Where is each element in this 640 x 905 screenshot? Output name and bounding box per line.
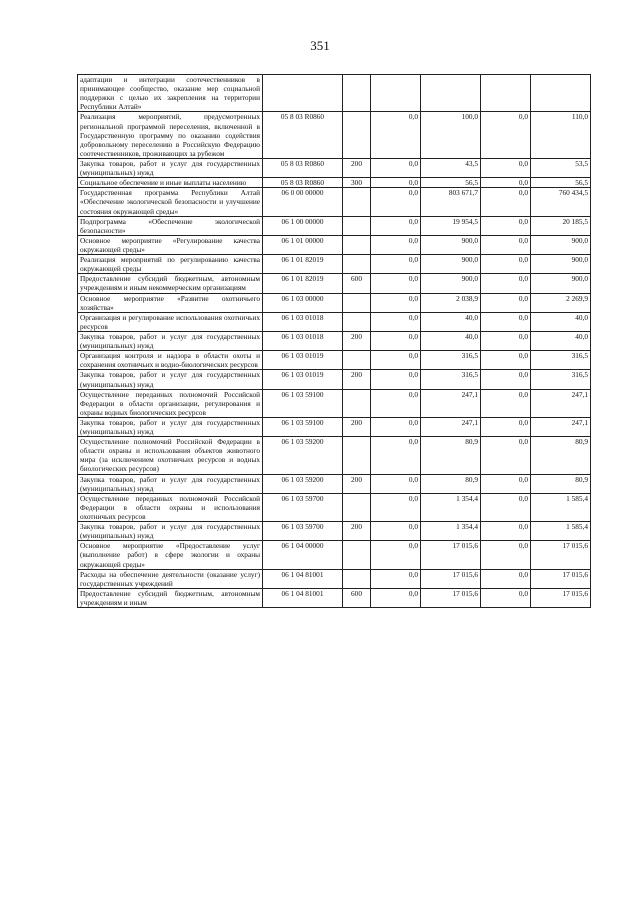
amount-cell-4: 53,5: [531, 158, 591, 177]
amount-cell-1: 0,0: [371, 437, 421, 474]
amount-cell-2: 17 015,6: [421, 588, 481, 607]
amount-cell-4: 17 015,6: [531, 541, 591, 569]
amount-cell-4: 40,0: [531, 312, 591, 331]
amount-cell-2: 316,5: [421, 370, 481, 389]
row-name-cell: Закупка товаров, работ и услуг для государственных (муниципальных) нужд: [78, 158, 263, 177]
amount-cell-2: 1 354,4: [421, 493, 481, 521]
amount-cell-1: 0,0: [371, 188, 421, 216]
expense-type-cell: [343, 188, 371, 216]
amount-cell-3: 0,0: [481, 112, 531, 159]
amount-cell-3: 0,0: [481, 437, 531, 474]
amount-cell-1: 0,0: [371, 522, 421, 541]
target-code-cell: 06 1 03 01019: [263, 351, 343, 370]
amount-cell-4: 760 434,5: [531, 188, 591, 216]
budget-table-body: [78, 75, 591, 608]
table-row: [78, 370, 591, 389]
amount-cell-2: [421, 75, 481, 112]
target-code-cell: 05 8 03 R0860: [263, 178, 343, 188]
row-name-cell: Реализация мероприятий по регулированию качества окружающей среды: [78, 255, 263, 274]
row-name-cell: Государственная программа Республики Алтай «Обеспечение экологической безопасности и улучшение состояния окружающей среды»: [78, 188, 263, 216]
table-row: [78, 75, 591, 112]
amount-cell-2: 19 954,5: [421, 216, 481, 235]
amount-cell-3: 0,0: [481, 158, 531, 177]
target-code-cell: 06 1 03 01018: [263, 331, 343, 350]
amount-cell-3: 0,0: [481, 351, 531, 370]
amount-cell-4: 80,9: [531, 437, 591, 474]
expense-type-cell: [343, 437, 371, 474]
row-name-cell: Осуществление полномочий Российской Федерации в области охраны и использования объектов животного мира (за исключением охотничьих ресурсов и водных биологических ресурсов): [78, 437, 263, 474]
target-code-cell: 06 1 03 59200: [263, 474, 343, 493]
amount-cell-2: 247,1: [421, 417, 481, 436]
amount-cell-3: 0,0: [481, 293, 531, 312]
amount-cell-1: 0,0: [371, 312, 421, 331]
amount-cell-4: 20 185,5: [531, 216, 591, 235]
amount-cell-3: 0,0: [481, 417, 531, 436]
expense-type-cell: 200: [343, 417, 371, 436]
amount-cell-1: 0,0: [371, 216, 421, 235]
expense-type-cell: 200: [343, 331, 371, 350]
amount-cell-3: [481, 75, 531, 112]
table-row: [78, 158, 591, 177]
row-name-cell: Организация и регулирование использования охотничьих ресурсов: [78, 312, 263, 331]
amount-cell-2: 56,5: [421, 178, 481, 188]
amount-cell-3: 0,0: [481, 312, 531, 331]
target-code-cell: 06 1 00 00000: [263, 216, 343, 235]
row-name-cell: Закупка товаров, работ и услуг для государственных (муниципальных) нужд: [78, 417, 263, 436]
target-code-cell: 05 8 03 R0860: [263, 158, 343, 177]
expense-type-cell: [343, 569, 371, 588]
amount-cell-2: 900,0: [421, 274, 481, 293]
amount-cell-4: 900,0: [531, 274, 591, 293]
amount-cell-4: 247,1: [531, 417, 591, 436]
amount-cell-1: 0,0: [371, 178, 421, 188]
expense-type-cell: [343, 112, 371, 159]
amount-cell-2: 1 354,4: [421, 522, 481, 541]
target-code-cell: 06 1 04 81001: [263, 588, 343, 607]
target-code-cell: 06 1 03 59700: [263, 522, 343, 541]
table-row: [78, 255, 591, 274]
target-code-cell: 06 1 03 59700: [263, 493, 343, 521]
amount-cell-2: 80,9: [421, 437, 481, 474]
amount-cell-1: 0,0: [371, 389, 421, 417]
amount-cell-3: 0,0: [481, 255, 531, 274]
target-code-cell: 06 1 03 59100: [263, 417, 343, 436]
amount-cell-1: [371, 75, 421, 112]
expense-type-cell: 300: [343, 178, 371, 188]
expense-type-cell: [343, 312, 371, 331]
amount-cell-3: 0,0: [481, 370, 531, 389]
amount-cell-1: 0,0: [371, 493, 421, 521]
expense-type-cell: 200: [343, 158, 371, 177]
amount-cell-4: 247,1: [531, 389, 591, 417]
amount-cell-4: 2 269,9: [531, 293, 591, 312]
row-name-cell: Социальное обеспечение и иные выплаты населению: [78, 178, 263, 188]
expense-type-cell: [343, 255, 371, 274]
amount-cell-3: 0,0: [481, 235, 531, 254]
amount-cell-1: 0,0: [371, 474, 421, 493]
amount-cell-2: 2 038,9: [421, 293, 481, 312]
table-row: [78, 417, 591, 436]
amount-cell-3: 0,0: [481, 216, 531, 235]
budget-table: [77, 74, 591, 608]
amount-cell-4: 17 015,6: [531, 569, 591, 588]
row-name-cell: Закупка товаров, работ и услуг для государственных (муниципальных) нужд: [78, 522, 263, 541]
expense-type-cell: [343, 389, 371, 417]
amount-cell-4: 80,9: [531, 474, 591, 493]
row-name-cell: Закупка товаров, работ и услуг для государственных (муниципальных) нужд: [78, 474, 263, 493]
amount-cell-1: 0,0: [371, 569, 421, 588]
amount-cell-2: 40,0: [421, 331, 481, 350]
target-code-cell: 06 1 01 82019: [263, 255, 343, 274]
row-name-cell: Расходы на обеспечение деятельности (оказание услуг) государственных учреждений: [78, 569, 263, 588]
amount-cell-1: 0,0: [371, 158, 421, 177]
amount-cell-1: 0,0: [371, 331, 421, 350]
amount-cell-2: 900,0: [421, 255, 481, 274]
table-row: [78, 541, 591, 569]
amount-cell-4: 316,5: [531, 370, 591, 389]
table-row: [78, 216, 591, 235]
page-number: 351: [310, 38, 330, 53]
amount-cell-1: 0,0: [371, 293, 421, 312]
amount-cell-3: 0,0: [481, 522, 531, 541]
amount-cell-2: 43,5: [421, 158, 481, 177]
expense-type-cell: [343, 235, 371, 254]
expense-type-cell: 200: [343, 522, 371, 541]
amount-cell-3: 0,0: [481, 541, 531, 569]
table-row: [78, 437, 591, 474]
target-code-cell: 06 1 03 59100: [263, 389, 343, 417]
amount-cell-1: 0,0: [371, 235, 421, 254]
amount-cell-1: 0,0: [371, 255, 421, 274]
amount-cell-1: 0,0: [371, 274, 421, 293]
amount-cell-4: 1 585,4: [531, 493, 591, 521]
expense-type-cell: 600: [343, 274, 371, 293]
table-row: [78, 112, 591, 159]
row-name-cell: Подпрограмма «Обеспечение экологической безопасности»: [78, 216, 263, 235]
table-row: [78, 293, 591, 312]
table-row: [78, 569, 591, 588]
amount-cell-1: 0,0: [371, 351, 421, 370]
amount-cell-1: 0,0: [371, 112, 421, 159]
target-code-cell: 06 0 00 00000: [263, 188, 343, 216]
target-code-cell: 06 1 04 81001: [263, 569, 343, 588]
amount-cell-3: 0,0: [481, 274, 531, 293]
row-name-cell: Осуществление переданных полномочий Российской Федерации в области организации, регулирования и охраны водных биологических ресурсов: [78, 389, 263, 417]
expense-type-cell: [343, 75, 371, 112]
expense-type-cell: [343, 216, 371, 235]
expense-type-cell: [343, 351, 371, 370]
row-name-cell: Предоставление субсидий бюджетным, автономным учреждениям и иным некоммерческим организациям: [78, 274, 263, 293]
row-name-cell: Организация контроля и надзора в области охоты и сохранения охотничьих и водно-биологических ресурсов: [78, 351, 263, 370]
amount-cell-3: 0,0: [481, 474, 531, 493]
target-code-cell: 06 1 01 00000: [263, 235, 343, 254]
table-row: [78, 331, 591, 350]
expense-type-cell: [343, 541, 371, 569]
amount-cell-3: 0,0: [481, 389, 531, 417]
amount-cell-2: 900,0: [421, 235, 481, 254]
amount-cell-1: 0,0: [371, 417, 421, 436]
table-row: [78, 389, 591, 417]
table-row: [78, 351, 591, 370]
amount-cell-2: 17 015,6: [421, 569, 481, 588]
expense-type-cell: 200: [343, 370, 371, 389]
amount-cell-4: [531, 75, 591, 112]
amount-cell-4: 110,0: [531, 112, 591, 159]
expense-type-cell: 600: [343, 588, 371, 607]
row-name-cell: Осуществление переданных полномочий Российской Федерации в области охраны и использования охотничьих ресурсов: [78, 493, 263, 521]
row-name-cell: Реализация мероприятий, предусмотренных региональной программой переселения, включенной в Государственную программу по оказанию содействия добровольному переселению в Российскую Федерацию соотечественников, проживающих за рубежом: [78, 112, 263, 159]
amount-cell-3: 0,0: [481, 188, 531, 216]
target-code-cell: 06 1 04 00000: [263, 541, 343, 569]
table-row: [78, 188, 591, 216]
amount-cell-3: 0,0: [481, 331, 531, 350]
amount-cell-2: 247,1: [421, 389, 481, 417]
amount-cell-3: 0,0: [481, 569, 531, 588]
amount-cell-4: 40,0: [531, 331, 591, 350]
row-name-cell: Основное мероприятие «Развитие охотничьего хозяйства»: [78, 293, 263, 312]
table-row: [78, 274, 591, 293]
amount-cell-4: 316,5: [531, 351, 591, 370]
amount-cell-4: 17 015,6: [531, 588, 591, 607]
amount-cell-1: 0,0: [371, 588, 421, 607]
table-row: [78, 522, 591, 541]
expense-type-cell: [343, 293, 371, 312]
table-row: [78, 178, 591, 188]
target-code-cell: 05 8 03 R0860: [263, 112, 343, 159]
amount-cell-2: 80,9: [421, 474, 481, 493]
table-row: [78, 312, 591, 331]
table-row: [78, 235, 591, 254]
amount-cell-2: 316,5: [421, 351, 481, 370]
table-row: [78, 588, 591, 607]
amount-cell-1: 0,0: [371, 370, 421, 389]
target-code-cell: 06 1 03 00000: [263, 293, 343, 312]
target-code-cell: 06 1 03 01019: [263, 370, 343, 389]
amount-cell-2: 803 671,7: [421, 188, 481, 216]
amount-cell-4: 900,0: [531, 235, 591, 254]
amount-cell-3: 0,0: [481, 588, 531, 607]
target-code-cell: 06 1 03 59200: [263, 437, 343, 474]
row-name-cell: Предоставление субсидий бюджетным, автономным учреждениям и иным: [78, 588, 263, 607]
amount-cell-1: 0,0: [371, 541, 421, 569]
row-name-cell: Закупка товаров, работ и услуг для государственных (муниципальных) нужд: [78, 331, 263, 350]
table-row: [78, 493, 591, 521]
target-code-cell: [263, 75, 343, 112]
amount-cell-3: 0,0: [481, 493, 531, 521]
row-name-cell: Основное мероприятие «Регулирование качества окружающей среды»: [78, 235, 263, 254]
row-name-cell: адаптации и интеграции соотечественников в принимающее сообщество, оказание мер социальной поддержки с целью их закрепления на территории Республики Алтай»: [78, 75, 263, 112]
table-row: [78, 474, 591, 493]
amount-cell-2: 40,0: [421, 312, 481, 331]
amount-cell-2: 100,0: [421, 112, 481, 159]
expense-type-cell: [343, 493, 371, 521]
row-name-cell: Закупка товаров, работ и услуг для государственных (муниципальных) нужд: [78, 370, 263, 389]
amount-cell-4: 1 585,4: [531, 522, 591, 541]
amount-cell-4: 56,5: [531, 178, 591, 188]
expense-type-cell: 200: [343, 474, 371, 493]
row-name-cell: Основное мероприятие «Предоставление услуг (выполнение работ) в сфере экологии и охраны окружающей среды»: [78, 541, 263, 569]
target-code-cell: 06 1 03 01018: [263, 312, 343, 331]
amount-cell-2: 17 015,6: [421, 541, 481, 569]
target-code-cell: 06 1 01 82019: [263, 274, 343, 293]
amount-cell-4: 900,0: [531, 255, 591, 274]
amount-cell-3: 0,0: [481, 178, 531, 188]
